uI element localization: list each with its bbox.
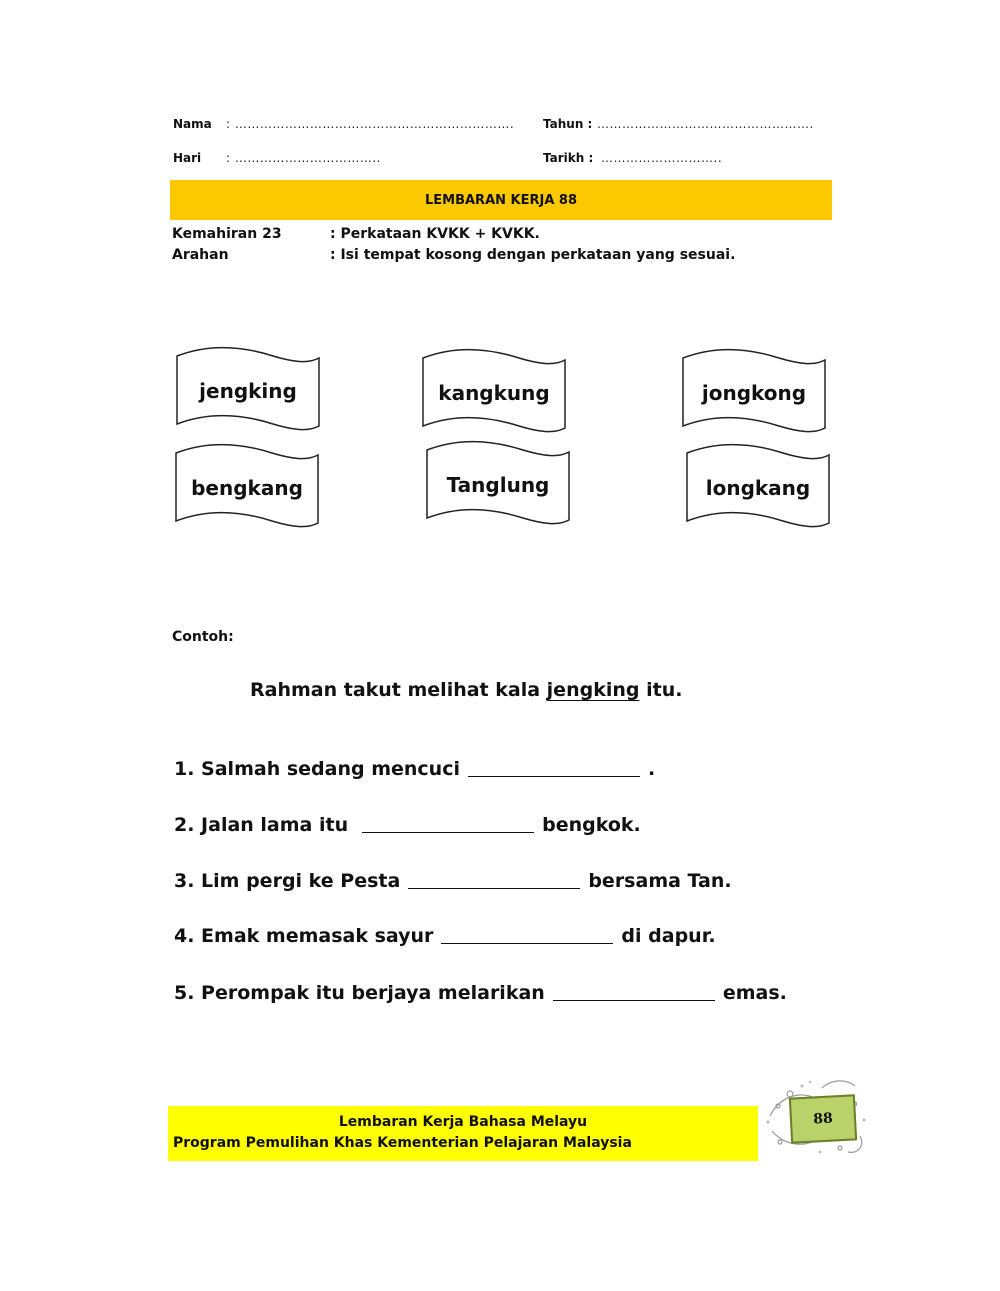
example-after: itu.	[639, 679, 683, 701]
word-card	[419, 348, 569, 438]
footer-banner	[168, 1106, 758, 1161]
question-text-after: emas.	[722, 982, 787, 1004]
example-before: Rahman takut melihat kala	[250, 679, 547, 701]
word-card-label: jengking	[199, 379, 297, 403]
question-text-after: di dapur.	[621, 925, 716, 947]
footer-line-2: Program Pemulihan Khas Kementerian Pelajaran Malaysia	[173, 1135, 632, 1151]
hari-label: Hari	[173, 151, 202, 165]
hari-field[interactable]: : ……………………………..	[226, 151, 381, 165]
page-number: 88	[812, 1110, 834, 1128]
question-5	[174, 982, 787, 1004]
example-sentence	[250, 679, 682, 701]
question-text: 2. Jalan lama itu	[174, 814, 349, 836]
kemahiran-value: : Perkataan KVKK + KVKK.	[330, 226, 540, 242]
word-card-label: bengkang	[191, 476, 303, 500]
question-text-after: bengkok.	[542, 814, 641, 836]
word-card-label: jongkong	[701, 381, 807, 405]
footer-line-1: Lembaran Kerja Bahasa Melayu	[338, 1114, 588, 1130]
answer-blank[interactable]	[468, 758, 640, 777]
nama-label: Nama	[173, 117, 212, 131]
word-card	[172, 443, 322, 533]
answer-blank[interactable]	[408, 870, 580, 889]
title-banner	[170, 180, 832, 220]
question-text-after: bersama Tan.	[588, 870, 732, 892]
word-card	[423, 440, 573, 530]
word-card-label: Tanglung	[446, 473, 550, 497]
answer-blank[interactable]	[362, 814, 534, 833]
arahan-value: : Isi tempat kosong dengan perkataan yang sesuai.	[330, 247, 736, 263]
example-answer: jengking	[546, 679, 640, 701]
word-card	[173, 346, 323, 436]
question-4	[174, 925, 716, 947]
nama-field[interactable]: : ………………………………………………………….	[226, 117, 515, 131]
question-text: 4. Emak memasak sayur	[174, 925, 434, 947]
question-text: 5. Perompak itu berjaya melarikan	[174, 982, 545, 1004]
tarikh-field[interactable]: ………………………..	[601, 151, 723, 165]
word-card	[679, 348, 829, 438]
tahun-label: Tahun :	[543, 117, 593, 131]
question-1	[174, 758, 655, 780]
worksheet-title: LEMBARAN KERJA 88	[424, 192, 578, 208]
tahun-field[interactable]: …………………………………………….	[597, 117, 814, 131]
word-card	[683, 443, 833, 533]
answer-blank[interactable]	[441, 925, 613, 944]
example-label: Contoh:	[172, 629, 234, 645]
question-text-after: .	[647, 758, 656, 780]
question-text: 1. Salmah sedang mencuci	[174, 758, 460, 780]
page-number-badge	[789, 1094, 857, 1143]
kemahiran-label: Kemahiran 23	[172, 226, 282, 242]
question-text: 3. Lim pergi ke Pesta	[174, 870, 401, 892]
answer-blank[interactable]	[553, 982, 715, 1001]
question-3	[174, 870, 732, 892]
word-card-label: kangkung	[438, 381, 550, 405]
word-card-label: longkang	[705, 476, 811, 500]
arahan-label: Arahan	[172, 247, 229, 263]
question-2	[174, 814, 641, 836]
tarikh-label: Tarikh :	[543, 151, 594, 165]
